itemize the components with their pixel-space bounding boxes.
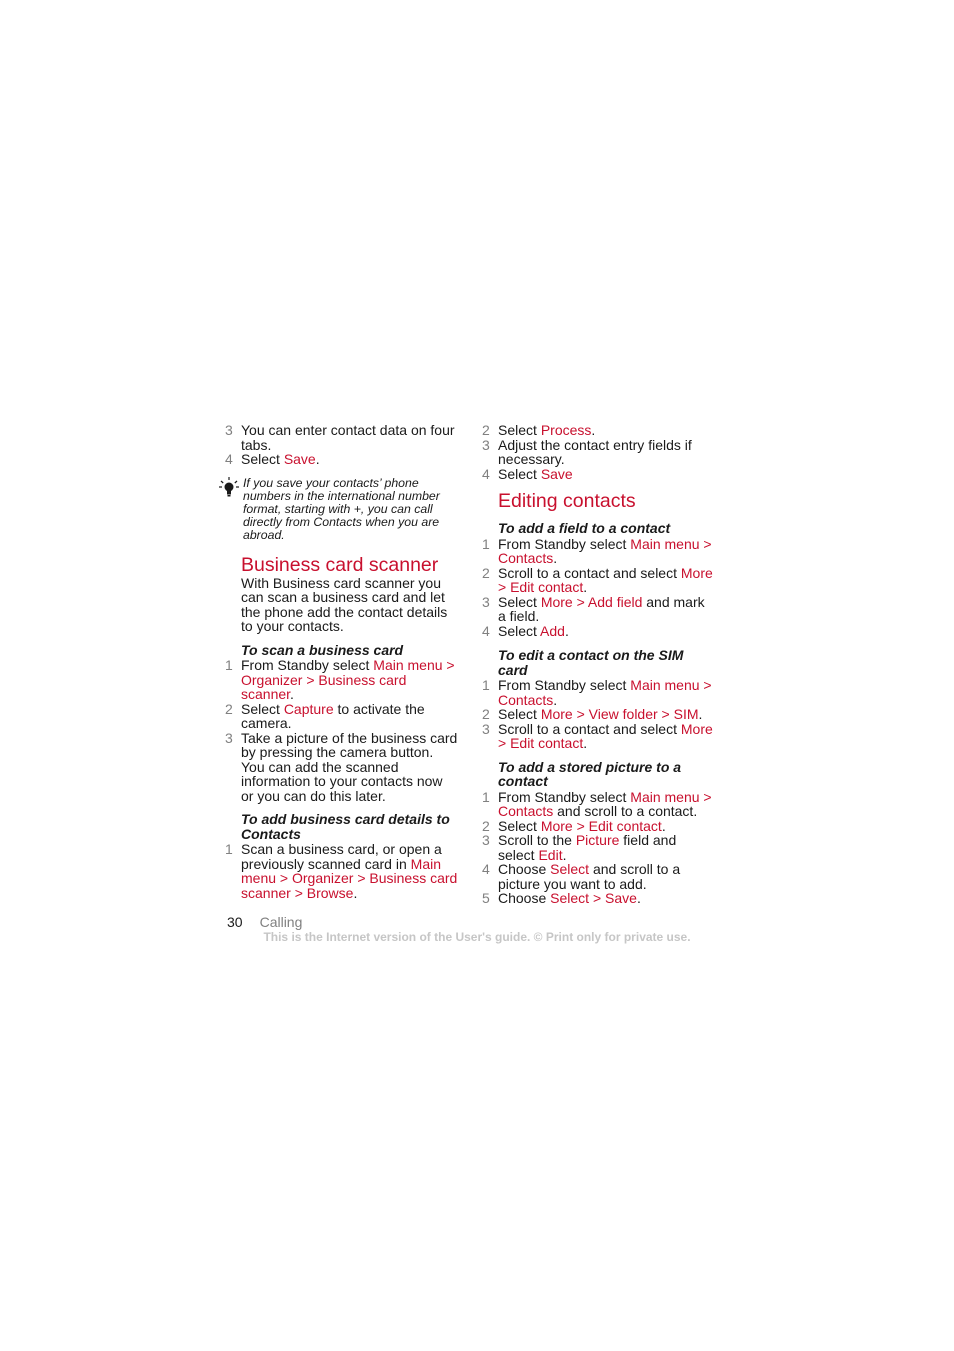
list-item — [479, 678, 715, 707]
step-text: field and select — [498, 832, 677, 863]
step-text: From Standby select — [241, 657, 374, 673]
step-number: 2 — [225, 700, 233, 717]
step-list-add-details — [222, 842, 458, 900]
menu-path-link: More > Edit contact — [498, 720, 713, 751]
step-text: Choose — [498, 861, 551, 877]
step-text: and scroll to a picture you want to add. — [498, 861, 681, 892]
step-number: 3 — [482, 593, 490, 610]
step-text: . — [562, 846, 567, 863]
list-item — [222, 423, 458, 452]
subheading-add-field: To add a field to a contact — [498, 520, 671, 536]
list-item — [479, 833, 715, 862]
step-number: 2 — [482, 422, 490, 438]
step-number: 1 — [225, 841, 233, 857]
step-text: Select — [498, 593, 541, 610]
step-number: 3 — [482, 832, 490, 848]
step-number: 1 — [482, 535, 490, 552]
subheading-edit-sim: To edit a contact on the SIM card — [498, 647, 684, 678]
step-list-left-top — [222, 423, 458, 467]
section-intro: With Business card scanner you can scan a business card and let the phone add the contact details to your contacts. — [241, 574, 448, 634]
step-text: Scroll to the — [498, 832, 576, 848]
step-number: 5 — [482, 890, 490, 906]
section-title-business-card-scanner: Business card scanner — [241, 553, 439, 576]
menu-path-link: Save — [283, 451, 316, 467]
step-text: Scroll to a contact and select — [498, 720, 681, 737]
step-text: . — [583, 579, 588, 595]
step-text: . — [636, 890, 641, 906]
step-text: You can enter contact data on four tabs. — [241, 422, 455, 453]
menu-path-link: More > Edit contact — [540, 817, 662, 834]
menu-path-link: Select — [550, 861, 590, 877]
footer-section-name: Calling — [259, 914, 303, 930]
step-number: 3 — [482, 720, 490, 737]
subheading-add-picture: To add a stored picture to a contact — [498, 758, 682, 789]
menu-path-link: Picture — [575, 832, 620, 848]
step-number: 4 — [225, 451, 233, 467]
step-text: From Standby select — [498, 677, 631, 693]
menu-path-link: Save — [540, 465, 573, 482]
tip-text: If you save your contacts’ phone numbers in the international number format, starting with +, you can call directly from Contacts when you are abroad. — [243, 475, 440, 542]
list-item — [222, 731, 458, 804]
step-number: 3 — [225, 422, 233, 438]
list-item — [479, 819, 715, 834]
step-text: . — [564, 622, 569, 639]
step-text: Take a picture of the business card by pressing the camera button. You can add the scanned information to your contacts now or you can do this later. — [241, 729, 458, 804]
step-list-add-picture — [479, 790, 715, 906]
list-item — [479, 537, 715, 566]
step-text: From Standby select — [498, 535, 631, 552]
disclaimer: This is the Internet version of the User's guide. © Print only for private use. — [263, 930, 691, 944]
step-text: . — [553, 691, 558, 708]
step-text: and scroll to a contact. — [553, 803, 698, 819]
menu-path-link: More > View folder > SIM — [540, 706, 699, 722]
section-title-editing-contacts: Editing contacts — [498, 490, 636, 512]
list-item — [479, 467, 715, 482]
step-text: . — [353, 884, 358, 901]
menu-path-link: Main menu > Organizer > Business card scanner — [241, 657, 455, 702]
step-list-edit-sim — [479, 678, 715, 751]
step-number: 2 — [482, 564, 490, 581]
list-item — [222, 842, 458, 900]
subheading-add-details: To add business card details to Contacts — [241, 811, 450, 842]
step-number: 2 — [482, 817, 490, 834]
lightbulb-icon — [218, 476, 240, 498]
tip-note — [222, 477, 458, 542]
step-text: . — [315, 451, 320, 467]
step-number: 3 — [482, 436, 490, 453]
right-column — [479, 423, 715, 906]
step-text: Select — [498, 622, 541, 639]
step-number: 1 — [482, 677, 490, 693]
step-text: . — [698, 706, 703, 722]
menu-path-link: Edit — [538, 846, 563, 863]
step-text: . — [661, 817, 666, 834]
menu-path-link: Add — [540, 622, 565, 639]
step-number: 1 — [225, 657, 233, 673]
list-item — [479, 438, 715, 467]
list-item — [479, 595, 715, 624]
menu-path-link: More > Add field — [540, 593, 643, 610]
step-text: Select — [498, 817, 541, 834]
step-text: . — [553, 550, 558, 566]
step-text: Scan a business card, or open a previously scanned card in — [241, 841, 442, 872]
step-number: 2 — [482, 706, 490, 722]
list-item — [479, 566, 715, 595]
list-item — [222, 658, 458, 702]
step-text: Scroll to a contact and select — [498, 564, 681, 581]
step-text: Select — [498, 465, 541, 482]
list-item — [222, 452, 458, 467]
list-item — [479, 707, 715, 722]
menu-path-link: More > Edit contact — [498, 564, 713, 595]
step-text: Choose — [498, 890, 551, 906]
step-number: 3 — [225, 729, 233, 746]
step-text: Select — [241, 700, 284, 717]
page-footer — [227, 914, 302, 930]
step-text: . — [290, 686, 294, 702]
step-number: 4 — [482, 465, 490, 482]
menu-path-link: Main menu > Organizer > Business card scanner > Browse — [241, 855, 458, 901]
menu-path-link: Process — [540, 422, 592, 438]
list-item — [479, 423, 715, 438]
step-number: 1 — [482, 788, 490, 805]
subheading-scan: To scan a business card — [241, 641, 404, 658]
step-text: Select — [498, 422, 541, 438]
step-text: to activate the camera. — [241, 700, 425, 731]
list-item — [479, 862, 715, 891]
list-item — [479, 624, 715, 639]
menu-path-link: Main menu > Contacts — [498, 677, 712, 708]
page-number: 30 — [227, 914, 243, 930]
left-column — [222, 423, 458, 900]
step-list-add-field — [479, 537, 715, 639]
step-text: . — [583, 735, 588, 751]
list-item — [479, 891, 715, 906]
list-item — [222, 702, 458, 731]
step-list-scan — [222, 658, 458, 803]
step-number: 4 — [482, 861, 490, 877]
menu-path-link: Main menu > Contacts — [498, 788, 712, 819]
menu-path-link: Capture — [283, 700, 334, 717]
step-text: From Standby select — [498, 788, 631, 805]
step-text: Select — [241, 451, 284, 467]
step-number: 4 — [482, 622, 490, 639]
list-item — [479, 722, 715, 751]
step-text: Select — [498, 706, 541, 722]
step-text: and mark a field. — [498, 593, 705, 624]
list-item — [479, 790, 715, 819]
menu-path-link: Main menu > Contacts — [498, 535, 712, 566]
step-text: . — [591, 422, 596, 438]
step-list-right-top — [479, 423, 715, 481]
step-text: Adjust the contact entry fields if necessary. — [498, 436, 692, 467]
menu-path-link: Select > Save — [550, 890, 637, 906]
